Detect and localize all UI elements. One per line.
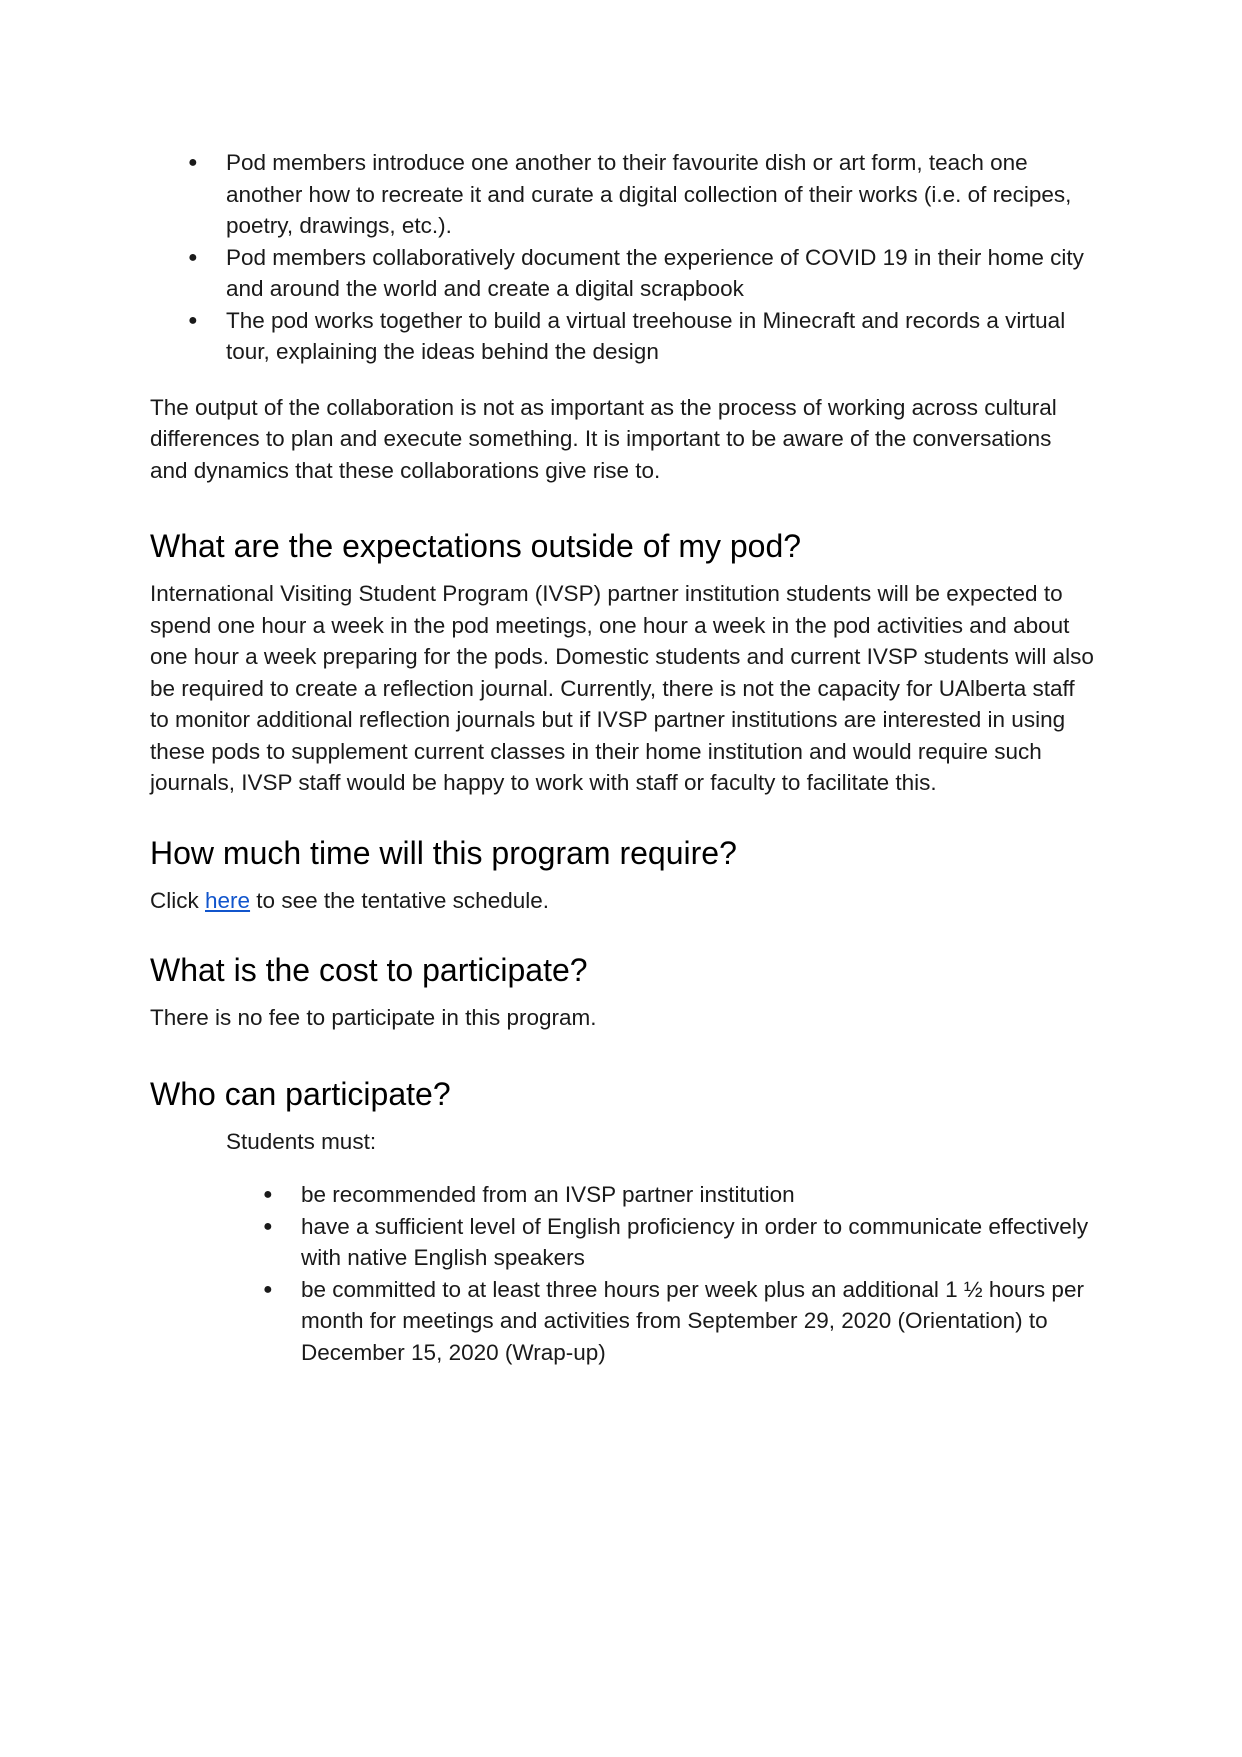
document-content	[150, 147, 1095, 1368]
bullet-icon: ●	[188, 154, 198, 171]
list-item	[150, 305, 1095, 368]
eligibility-lead: Students must:	[226, 1128, 377, 1154]
expectations-heading: What are the expectations outside of my pod?	[150, 528, 802, 564]
time-suffix: to see the tentative schedule.	[250, 887, 549, 913]
output-paragraph: The output of the collaboration is not as important as the process of working across cultural differences to plan and execute something. It is important to be aware of the conversations and dynamics that these collaborations give rise to.	[150, 394, 1057, 483]
list-item-text: be recommended from an IVSP partner institution	[301, 1182, 795, 1207]
list-item	[150, 1211, 1095, 1274]
list-item-text: The pod works together to build a virtual treehouse in Minecraft and records a virtual tour, explaining the ideas behind the design	[226, 307, 1066, 364]
activity-examples-list	[150, 147, 1095, 368]
expectations-paragraph: International Visiting Student Program (IVSP) partner institution students will be expected to spend one hour a week in the pod meetings, one hour a week in the pod activities and about one hour a week preparing for the pods. Domestic students and current IVSP students will also be required to create a reflection journal. Currently, there is not the capacity for UAlberta staff to monitor additional reflection journals but if IVSP partner institutions are interested in using these pods to supplement current classes in their home institution and would require such journals, IVSP staff would be happy to work with staff or faculty to facilitate this.	[150, 581, 1094, 795]
cost-paragraph: There is no fee to participate in this program.	[150, 1005, 597, 1030]
list-item	[150, 1274, 1095, 1369]
bullet-icon: ●	[188, 311, 198, 329]
list-item-text: Pod members introduce one another to their favourite dish or art form, teach one another how to recreate it and curate a digital collection of their works (i.e. of recipes, poetry, drawings, etc.).	[226, 150, 1072, 238]
time-heading: How much time will this program require?	[150, 834, 737, 871]
bullet-icon: ●	[263, 1186, 273, 1203]
list-item	[150, 1179, 1095, 1211]
eligibility-heading: Who can participate?	[150, 1075, 451, 1112]
list-item	[150, 147, 1095, 242]
bullet-icon: ●	[188, 248, 198, 266]
bullet-icon: ●	[263, 1280, 273, 1298]
schedule-link[interactable]: here	[205, 887, 251, 913]
list-item-text: Pod members collaboratively document the experience of COVID 19 in their home city and around the world and create a digital scrapbook	[226, 244, 1084, 301]
time-prefix: Click	[150, 887, 205, 913]
bullet-icon: ●	[263, 1217, 273, 1235]
eligibility-requirements-list	[150, 1179, 1095, 1368]
cost-heading: What is the cost to participate?	[150, 952, 588, 988]
list-item-text: have a sufficient level of English proficiency in order to communicate effectively with native English speakers	[301, 1213, 1089, 1270]
list-item	[150, 242, 1095, 305]
time-paragraph	[150, 885, 1095, 917]
list-item-text: be committed to at least three hours per week plus an additional 1 ½ hours per month for meetings and activities from September 29, 2020 (Orientation) to December 15, 2020 (Wrap-up)	[301, 1276, 1084, 1365]
